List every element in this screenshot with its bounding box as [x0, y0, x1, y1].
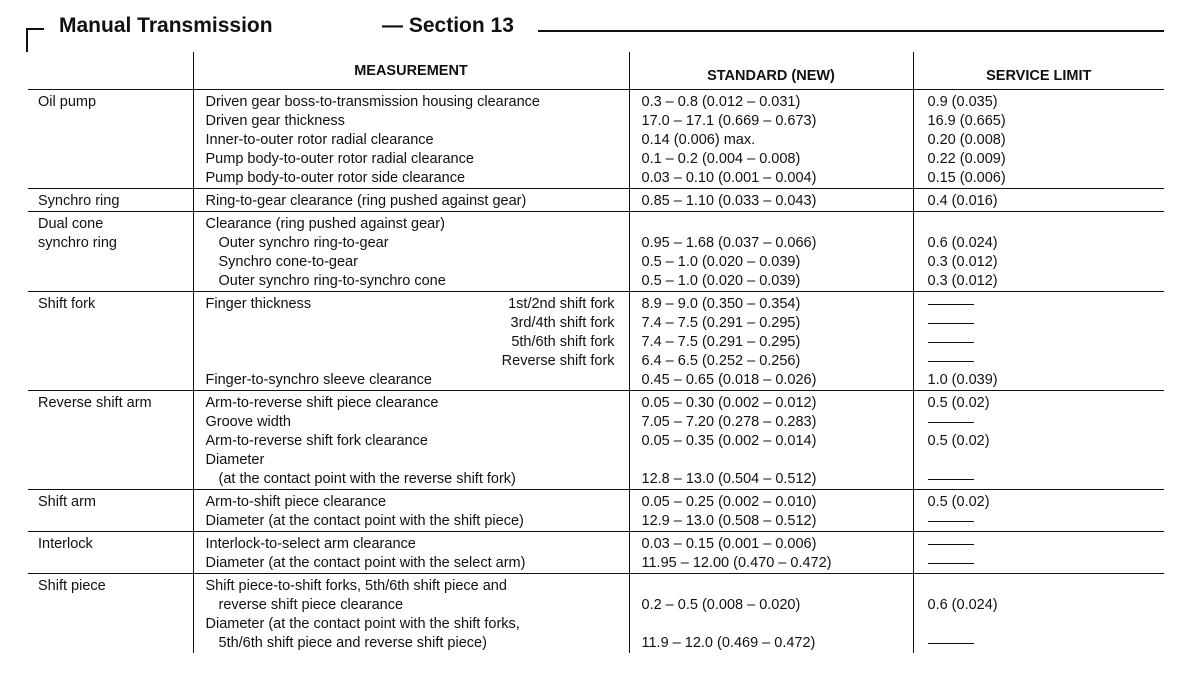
- service-limit-value: 0.3 (0.012): [927, 254, 998, 270]
- standard-value: 7.05 – 7.20 (0.278 – 0.283): [641, 414, 817, 430]
- row-interlock: [28, 532, 1164, 574]
- measurement-item: 5th/6th shift piece and reverse shift piece): [218, 635, 487, 651]
- standard-value: 0.03 – 0.15 (0.001 – 0.006): [641, 536, 817, 552]
- standard-value: 0.3 – 0.8 (0.012 – 0.031): [641, 94, 801, 110]
- standard-value: 7.4 – 7.5 (0.291 – 0.295): [641, 315, 801, 331]
- spec-table: [28, 52, 1164, 653]
- standard-value: 0.05 – 0.25 (0.002 – 0.010): [641, 494, 817, 510]
- row-oil-pump: [28, 90, 1164, 189]
- measurement-item: Groove width: [205, 414, 291, 430]
- measurement-item: Inner-to-outer rotor radial clearance: [205, 132, 434, 148]
- service-limit-value: 0.9 (0.035): [927, 94, 998, 110]
- standard-value: 7.4 – 7.5 (0.291 – 0.295): [641, 334, 801, 350]
- service-limit-value: 1.0 (0.039): [927, 372, 998, 388]
- standard-value: 0.45 – 0.65 (0.018 – 0.026): [641, 372, 817, 388]
- standard-value: 12.9 – 13.0 (0.508 – 0.512): [641, 513, 817, 529]
- component-header: [28, 52, 193, 90]
- measurement-header: MEASUREMENT: [193, 52, 629, 90]
- standard-value: 11.9 – 12.0 (0.469 – 0.472): [641, 635, 816, 651]
- standard-value: 0.05 – 0.30 (0.002 – 0.012): [641, 395, 817, 411]
- service-limit-value: 0.4 (0.016): [927, 193, 998, 209]
- measurement-item: Ring-to-gear clearance (ring pushed against gear): [205, 193, 527, 209]
- standard-value: 8.9 – 9.0 (0.350 – 0.354): [641, 296, 801, 312]
- standard-value: 0.05 – 0.35 (0.002 – 0.014): [641, 433, 817, 449]
- service-limit-value: 0.5 (0.02): [927, 433, 990, 449]
- standard-value: 12.8 – 13.0 (0.504 – 0.512): [641, 471, 817, 487]
- component-label: Shift fork: [38, 296, 96, 312]
- standard-value: 0.5 – 1.0 (0.020 – 0.039): [641, 254, 801, 270]
- component-label: synchro ring: [38, 235, 117, 251]
- title-rule-left-vertical: [26, 28, 28, 52]
- service-limit-value: 0.5 (0.02): [927, 494, 990, 510]
- no-limit-dash: [928, 521, 974, 522]
- row-reverse-shift-arm: [28, 391, 1164, 490]
- no-limit-dash: [928, 342, 974, 343]
- measurement-item: Finger thickness: [205, 296, 312, 312]
- row-synchro-ring: [28, 189, 1164, 212]
- standard-value: 0.14 (0.006) max.: [641, 132, 756, 148]
- measurement-item: Arm-to-reverse shift piece clearance: [205, 395, 439, 411]
- service-limit-value: 0.3 (0.012): [927, 273, 998, 289]
- no-limit-dash: [928, 479, 974, 480]
- measurement-item: Driven gear thickness: [205, 113, 345, 129]
- service-limit-value: 0.15 (0.006): [927, 170, 1006, 186]
- component-label: Synchro ring: [38, 193, 120, 209]
- measurement-item: Arm-to-reverse shift fork clearance: [205, 433, 428, 449]
- title-rule-right: [538, 30, 1164, 32]
- service-limit-value: 0.5 (0.02): [927, 395, 990, 411]
- measurement-item: Pump body-to-outer rotor radial clearance: [205, 151, 474, 167]
- standard-value: 11.95 – 12.00 (0.470 – 0.472): [641, 555, 832, 571]
- standard-value: 17.0 – 17.1 (0.669 – 0.673): [641, 113, 817, 129]
- component-label: Shift arm: [38, 494, 97, 510]
- no-limit-dash: [928, 544, 974, 545]
- standard-header: STANDARD (NEW): [629, 52, 913, 90]
- row-shift-piece: [28, 574, 1164, 654]
- measurement-item: Synchro cone-to-gear: [218, 254, 358, 270]
- component-label: Interlock: [38, 536, 93, 552]
- row-dual-cone-synchro-ring: [28, 212, 1164, 292]
- measurement-item: Finger-to-synchro sleeve clearance: [205, 372, 432, 388]
- title-rule-left: [26, 28, 44, 30]
- no-limit-dash: [928, 422, 974, 423]
- measurement-item: Diameter (at the contact point with the select arm): [205, 555, 526, 571]
- measurement-item: Pump body-to-outer rotor side clearance: [205, 170, 466, 186]
- standard-value: 0.85 – 1.10 (0.033 – 0.043): [641, 193, 817, 209]
- measurement-item: Outer synchro ring-to-gear: [218, 235, 389, 251]
- measurement-item: Driven gear boss-to-transmission housing clearance: [205, 94, 540, 110]
- page-title: Manual Transmission: [59, 14, 273, 37]
- measurement-item: Shift piece-to-shift forks, 5th/6th shift piece and: [205, 578, 507, 594]
- fork-label: 5th/6th shift fork: [511, 334, 615, 350]
- row-shift-arm: [28, 490, 1164, 532]
- no-limit-dash: [928, 643, 974, 644]
- service-limit-value: 0.20 (0.008): [927, 132, 1006, 148]
- measurement-item: Diameter: [205, 452, 265, 468]
- no-limit-dash: [928, 323, 974, 324]
- row-shift-fork: [28, 292, 1164, 391]
- measurement-item: Arm-to-shift piece clearance: [205, 494, 387, 510]
- no-limit-dash: [928, 563, 974, 564]
- section-label: — Section 13: [382, 14, 514, 37]
- measurement-item: (at the contact point with the reverse shift fork): [218, 471, 516, 487]
- measurement-item: Diameter (at the contact point with the shift piece): [205, 513, 524, 529]
- measurement-item: reverse shift piece clearance: [218, 597, 404, 613]
- standard-value: 0.2 – 0.5 (0.008 – 0.020): [641, 597, 801, 613]
- fork-label: 3rd/4th shift fork: [510, 315, 615, 331]
- standard-value: 0.95 – 1.68 (0.037 – 0.066): [641, 235, 817, 251]
- no-limit-dash: [928, 361, 974, 362]
- standard-value: 0.1 – 0.2 (0.004 – 0.008): [641, 151, 801, 167]
- component-label: Oil pump: [38, 94, 97, 110]
- header-row: [28, 52, 1164, 90]
- measurement-item: Diameter (at the contact point with the shift forks,: [205, 616, 520, 632]
- measurement-item: Outer synchro ring-to-synchro cone: [218, 273, 446, 289]
- component-label: Shift piece: [38, 578, 106, 594]
- service-limit-header: SERVICE LIMIT: [913, 52, 1164, 90]
- fork-label: 1st/2nd shift fork: [508, 296, 615, 312]
- fork-label: Reverse shift fork: [501, 353, 615, 369]
- component-label: Dual cone: [38, 216, 104, 232]
- service-limit-value: 16.9 (0.665): [927, 113, 1006, 129]
- service-limit-value: 0.22 (0.009): [927, 151, 1006, 167]
- no-limit-dash: [928, 304, 974, 305]
- component-label: Reverse shift arm: [38, 395, 152, 411]
- service-limit-value: 0.6 (0.024): [927, 597, 998, 613]
- standard-value: 6.4 – 6.5 (0.252 – 0.256): [641, 353, 801, 369]
- standard-value: 0.5 – 1.0 (0.020 – 0.039): [641, 273, 801, 289]
- measurement-item: Clearance (ring pushed against gear): [205, 216, 445, 232]
- measurement-item: Interlock-to-select arm clearance: [205, 536, 416, 552]
- service-limit-value: 0.6 (0.024): [927, 235, 998, 251]
- standard-value: 0.03 – 0.10 (0.001 – 0.004): [641, 170, 817, 186]
